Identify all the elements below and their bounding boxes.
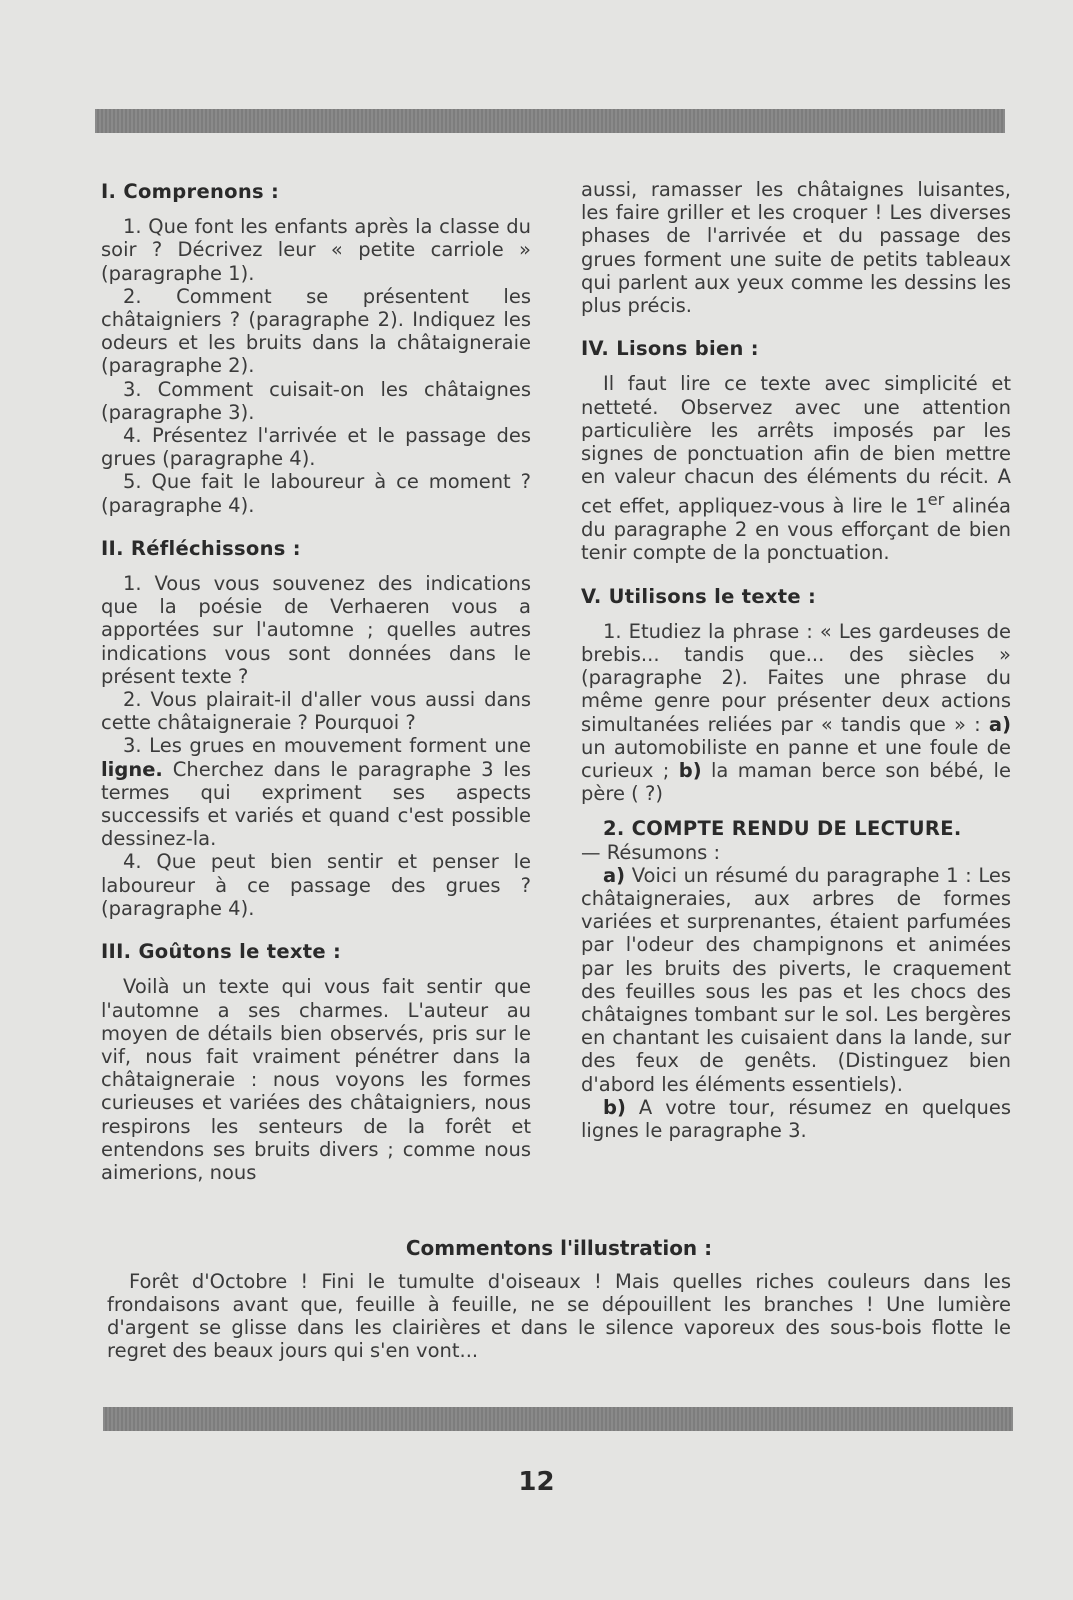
- reflect-question-2: 2. Vous plairait-il d'aller vous aussi dans cette châtaigneraie ? Pourquoi ?: [101, 688, 531, 735]
- question-2: 2. Comment se présentent les châtaigniers ? (paragraphe 2). Indiquez les odeurs et les bruits dans la châtaigneraie (paragraphe 2).: [101, 284, 531, 378]
- compte-rendu-title: 2. COMPTE RENDU DE LECTURE.: [603, 817, 962, 841]
- summary-a: a) Voici un résumé du paragraphe 1 : Les châtaigneraies, aux arbres de formes variées et surprenantes, étaient parfumées par l'odeur des champignons et animées par les bruits des piverts, le craquement des feuilles sous les pas et les chocs des châtaignes tombant sur le sol. Les bergères en chantant les cuisaient dans la lande, sur des feux de genêts. (Distinguez bien d'abord les éléments essentiels).: [581, 863, 1011, 1096]
- left-column: [101, 180, 531, 1184]
- bottom-rule: [103, 1407, 1013, 1431]
- section-heading-lisons: IV. Lisons bien :: [581, 337, 759, 361]
- section-heading-goutons: III. Goûtons le texte :: [101, 940, 342, 964]
- question-4: 4. Présentez l'arrivée et le passage des grues (paragraphe 4).: [101, 424, 531, 471]
- goutons-text-part2: aussi, ramasser les châtaignes luisantes, les faire griller et les croquer ! Les diverses phases de l'arrivée et du passage des grues forment une suite de petits tableaux qui parlent aux yeux comme les dessins les plus précis.: [581, 178, 1011, 318]
- reflect-question-4: 4. Que peut bien sentir et penser le laboureur à ce passage des grues ? (paragraphe 4).: [101, 850, 531, 920]
- question-1: 1. Que font les enfants après la classe du soir ? Décrivez leur « petite carriole » (paragraphe 1).: [101, 215, 531, 285]
- section-heading-comprenons: I. Comprenons :: [101, 180, 280, 203]
- question-3: 3. Comment cuisait-on les châtaignes (paragraphe 3).: [101, 377, 531, 424]
- top-rule: [95, 109, 1005, 133]
- goutons-text-part1: Voilà un texte qui vous fait sentir que l'automne a ses charmes. L'auteur au moyen de détails bien observés, pris sur le vif, nous fait vraiment pénétrer dans la châtaigneraie : nous voyons les formes curieuses et variées des châtaigniers, nous respirons les senteurs de la forêt et entendons ses bruits divers ; comme nous aimerions, nous: [101, 975, 531, 1184]
- lisons-text: Il faut lire ce texte avec simplicité et netteté. Observez avec une attention particulière les arrêts imposés par les signes de ponctuation afin de bien mettre en valeur chacun des éléments du récit. A cet effet, appliquez-vous à lire le 1er alinéa du paragraphe 2 en vous efforçant de bien tenir compte de la ponctuation.: [581, 372, 1011, 565]
- illustration-heading: Commentons l'illustration :: [405, 1236, 713, 1260]
- section-heading-reflechissons: II. Réfléchissons :: [101, 536, 301, 560]
- compte-rendu-subtitle: — Résumons :: [581, 840, 721, 864]
- reflect-question-3: 3. Les grues en mouvement forment une ligne. Cherchez dans le paragraphe 3 les termes qui expriment ses aspects successifs et variés et quand c'est possible dessinez-la.: [101, 734, 531, 851]
- section-heading-utilisons: V. Utilisons le texte :: [581, 584, 817, 608]
- question-5: 5. Que fait le laboureur à ce moment ? (paragraphe 4).: [101, 470, 531, 517]
- utilisons-question-1: 1. Etudiez la phrase : « Les gardeuses de brebis... tandis que... des siècles » (paragraphe 2). Faites une phrase du même genre pour présenter deux actions simultanées reliées par « tandis que » : a) un automobiliste en panne et une foule de curieux ; b) la maman berce son bébé, le père ( ?): [581, 619, 1011, 806]
- reflect-question-1: 1. Vous vous souvenez des indications que la poésie de Verhaeren vous a apportées sur l'automne ; quelles autres indications vous sont données dans le présent texte ?: [101, 572, 531, 688]
- right-column: [581, 178, 1011, 1142]
- illustration-text: Forêt d'Octobre ! Fini le tumulte d'oiseaux ! Mais quelles riches couleurs dans les frondaisons avant que, feuille à feuille, ne se dépouillent les branches ! Une lumière d'argent se glisse dans les clairières et dans le silence vaporeux des sous-bois flotte le regret des beaux jours qui s'en vont...: [107, 1270, 1011, 1362]
- illustration-commentary: [107, 1237, 1011, 1362]
- page-number: 12: [518, 1467, 555, 1497]
- summary-b: b) A votre tour, résumez en quelques lignes le paragraphe 3.: [581, 1095, 1011, 1143]
